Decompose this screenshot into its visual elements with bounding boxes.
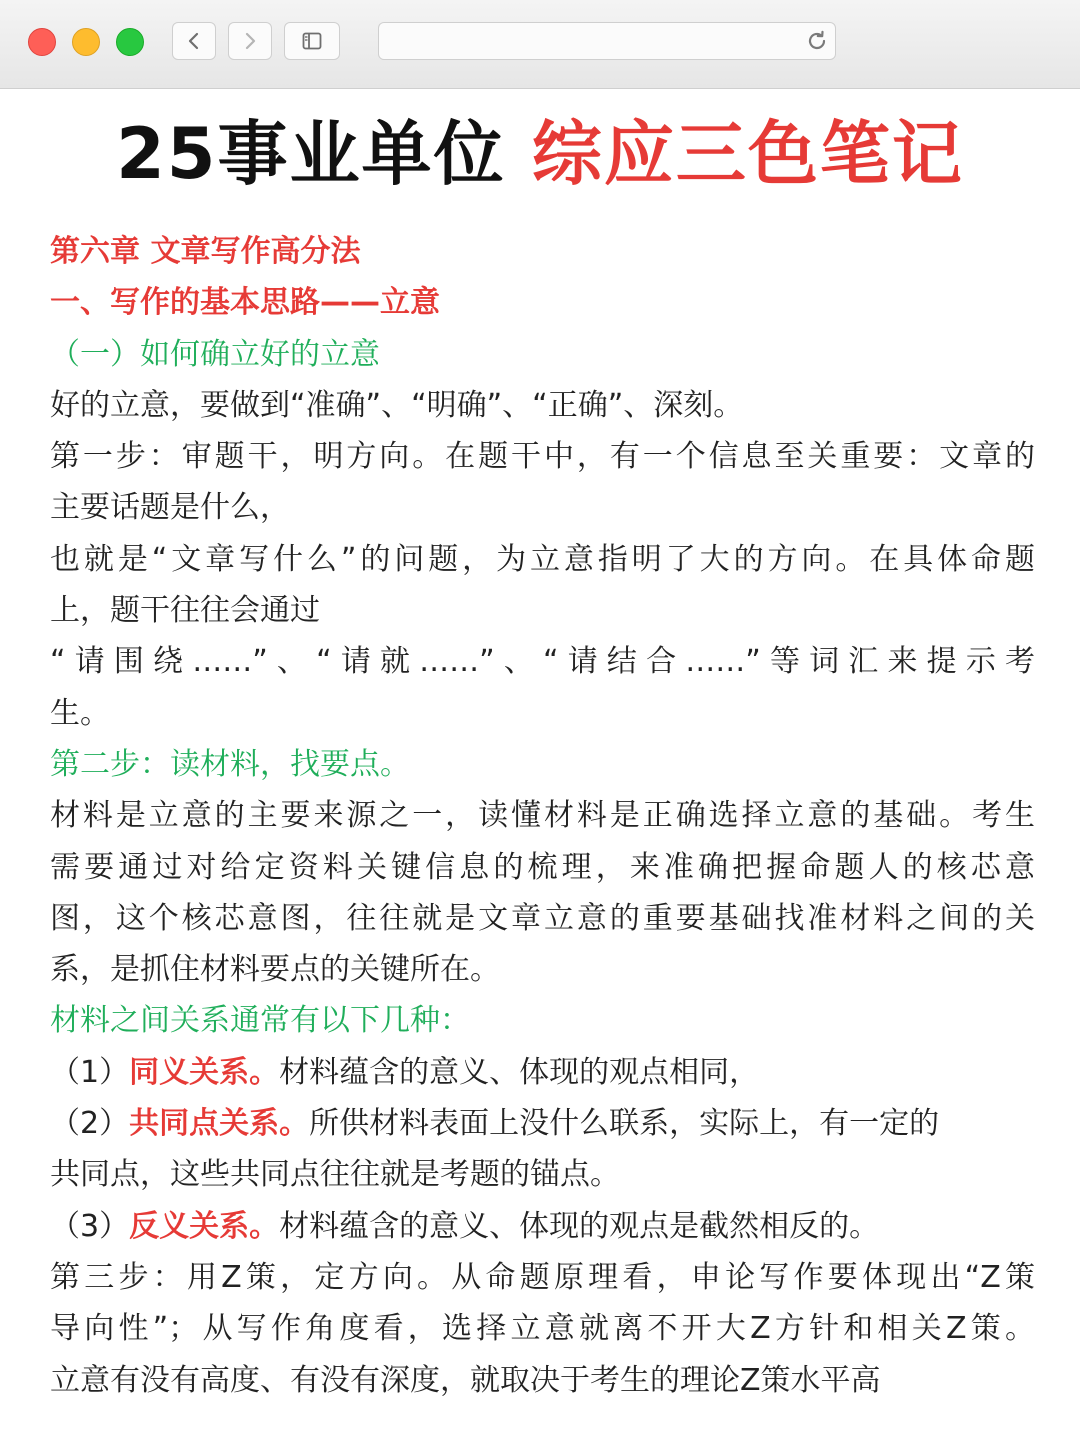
paragraph-line: 主要话题是什么，: [50, 490, 290, 526]
browser-toolbar: [0, 0, 1080, 89]
paragraph-line: 第一步：审题干，明方向。在题干中，有一个信息至关重要：文章的: [50, 439, 1035, 475]
chapter-heading: 第六章 文章写作高分法: [50, 234, 361, 269]
zoom-window-button[interactable]: [116, 28, 144, 56]
paragraph-line: 上，题干往往会通过: [50, 593, 320, 629]
paragraph-line: 第三步：用Z策，定方向。从命题原理看，申论写作要体现出“Z策: [50, 1259, 1035, 1295]
relation-text: 材料蕴含的意义、体现的观点是截然相反的。: [279, 1208, 880, 1244]
chevron-left-icon: [187, 31, 201, 51]
paragraph-line: 生。: [50, 695, 110, 731]
minimize-window-button[interactable]: [72, 28, 100, 56]
relations-heading: 材料之间关系通常有以下几种：: [50, 1003, 470, 1039]
title-red-part: 综应三色笔记: [531, 113, 964, 195]
relation-item-1: [50, 1047, 1035, 1098]
paragraph-line: “请围绕……”、“请就……”、“请结合……”等词汇来提示考: [50, 644, 1035, 680]
relation-key: 反义关系。: [129, 1208, 280, 1244]
page-title: [0, 112, 1080, 196]
subsection-heading: （一）如何确立好的立意: [50, 336, 380, 372]
address-bar[interactable]: [378, 22, 836, 60]
relation-key: 同义关系。: [129, 1054, 280, 1090]
section-heading: 一、写作的基本思路——立意: [50, 285, 440, 321]
paragraph-line: 导向性”；从写作角度看，选择立意就离不开大Z方针和相关Z策。: [50, 1311, 1035, 1347]
paragraph-line: 材料是立意的主要来源之一，读懂材料是正确选择立意的基础。考生: [50, 798, 1035, 834]
reload-icon[interactable]: [805, 29, 829, 53]
relation-item-2: [50, 1098, 1035, 1149]
paragraph-line: 共同点，这些共同点往往就是考题的锚点。: [50, 1157, 620, 1193]
relation-number: （1）: [50, 1054, 130, 1090]
relation-number: （2）: [50, 1106, 130, 1142]
sidebar-icon: [302, 32, 322, 50]
paragraph-line: 也就是“文章写什么”的问题，为立意指明了大的方向。在具体命题: [50, 541, 1035, 577]
paragraph-line: 好的立意，要做到“准确”、“明确”、“正确”、深刻。: [50, 387, 744, 423]
sidebar-toggle-button[interactable]: [284, 22, 340, 60]
chevron-right-icon: [243, 31, 257, 51]
forward-button[interactable]: [228, 22, 272, 60]
step2-heading: 第二步：读材料，找要点。: [50, 746, 410, 782]
note-content: [50, 226, 1035, 1406]
back-button[interactable]: [172, 22, 216, 60]
paragraph-line: 立意有没有高度、有没有深度，就取决于考生的理论Z策水平高: [50, 1362, 881, 1398]
paragraph-line: 需要通过对给定资料关键信息的梳理，来准确把握命题人的核芯意: [50, 849, 1035, 885]
relation-key: 共同点关系。: [129, 1106, 310, 1142]
title-black-part: 25事业单位: [116, 113, 506, 195]
relation-item-3: [50, 1201, 1035, 1252]
paragraph-line: 系，是抓住材料要点的关键所在。: [50, 952, 500, 988]
paragraph-line: 图，这个核芯意图，往往就是文章立意的重要基础找准材料之间的关: [50, 900, 1035, 936]
relation-text: 材料蕴含的意义、体现的观点相同，: [279, 1054, 760, 1090]
relation-number: （3）: [50, 1208, 130, 1244]
relation-text: 所供材料表面上没什么联系，实际上，有一定的: [309, 1106, 940, 1142]
close-window-button[interactable]: [28, 28, 56, 56]
